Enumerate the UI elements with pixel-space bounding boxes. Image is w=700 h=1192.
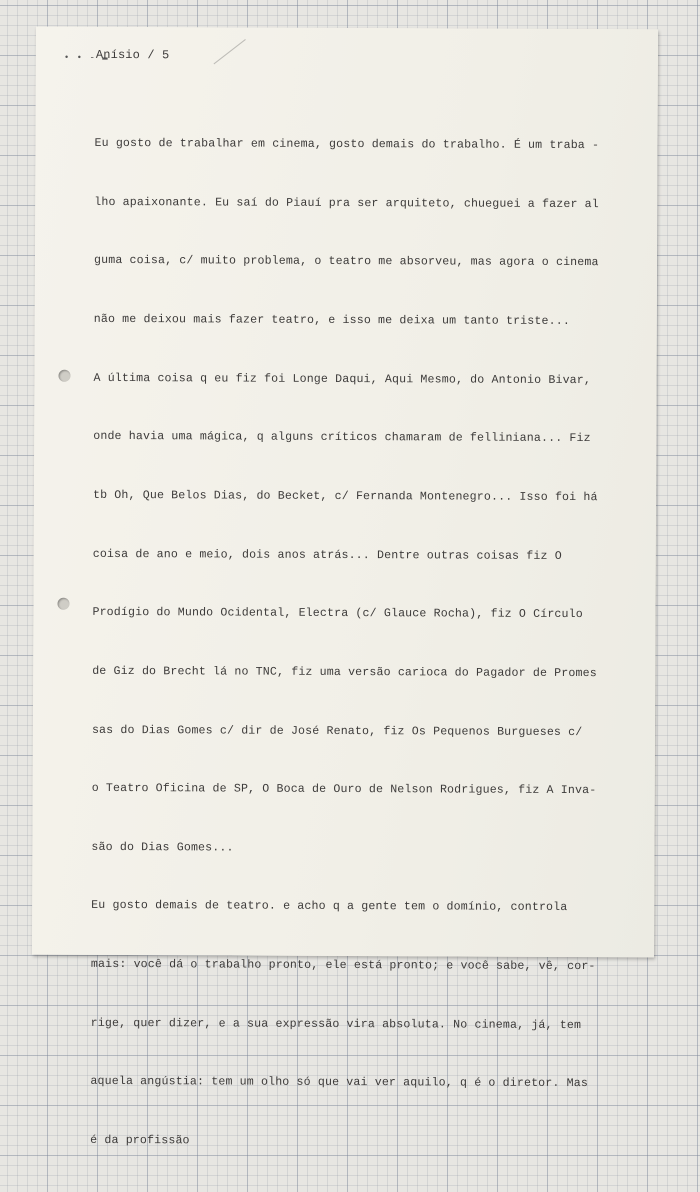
body-text xyxy=(90,95,599,1192)
punch-hole xyxy=(58,370,70,382)
text-line: de Giz do Brecht lá no TNC, fiz uma versão carioca do Pagador de Promes xyxy=(92,664,597,680)
text-line: coisa de ano e meio, dois anos atrás... Dentre outras coisas fiz O xyxy=(92,547,562,563)
pencil-mark xyxy=(214,39,246,64)
text-line: onde havia uma mágica, q alguns críticos chamaram de felliniana... Fiz xyxy=(93,430,591,446)
page-header: Anísio / 5 xyxy=(95,47,170,63)
text-line: rige, quer dizer, e a sua expressão vira absoluta. No cinema, já, tem xyxy=(90,1016,582,1032)
text-line: tb Oh, Que Belos Dias, do Becket, c/ Fernanda Montenegro... Isso foi há xyxy=(92,488,598,505)
text-line: aquela angústia: tem um olho só que vai ver aquilo, q é o diretor. Mas xyxy=(90,1075,588,1091)
text-line: Prodígio do Mundo Ocidental, Electra (c/ Glauce Rocha), fiz O Círculo xyxy=(92,606,583,622)
text-line: mais: você dá o trabalho pronto, ele está pronto; e você sabe, vê, cor- xyxy=(90,957,596,974)
text-line: guma coisa, c/ muito problema, o teatro me absorveu, mas agora o cinema xyxy=(93,254,599,270)
text-line: sas do Dias Gomes c/ dir de José Renato, fiz Os Pequenos Burgueses c/ xyxy=(91,723,583,739)
text-line: lho apaixonante. Eu saí do Piauí pra ser arquiteto, chueguei a fazer al xyxy=(94,195,599,211)
text-line: são do Dias Gomes... xyxy=(91,840,234,855)
text-line: Eu gosto de trabalhar em cinema, gosto demais do trabalho. É um traba - xyxy=(94,136,600,153)
text-line: o Teatro Oficina de SP, O Boca de Ouro de Nelson Rodrigues, fiz A Inva- xyxy=(91,782,597,798)
punch-hole xyxy=(57,598,69,610)
text-line: Eu gosto demais de teatro. e acho q a gente tem o domínio, controla xyxy=(91,899,568,915)
margin-mark: • • - ▬ xyxy=(63,52,109,63)
text-line: é da profissão xyxy=(90,1133,190,1148)
text-line: não me deixou mais fazer teatro, e isso me deixa um tanto triste... xyxy=(93,312,570,328)
typed-page xyxy=(32,27,658,1148)
text-line: A última coisa q eu fiz foi Longe Daqui, Aqui Mesmo, do Antonio Bivar, xyxy=(93,371,592,387)
